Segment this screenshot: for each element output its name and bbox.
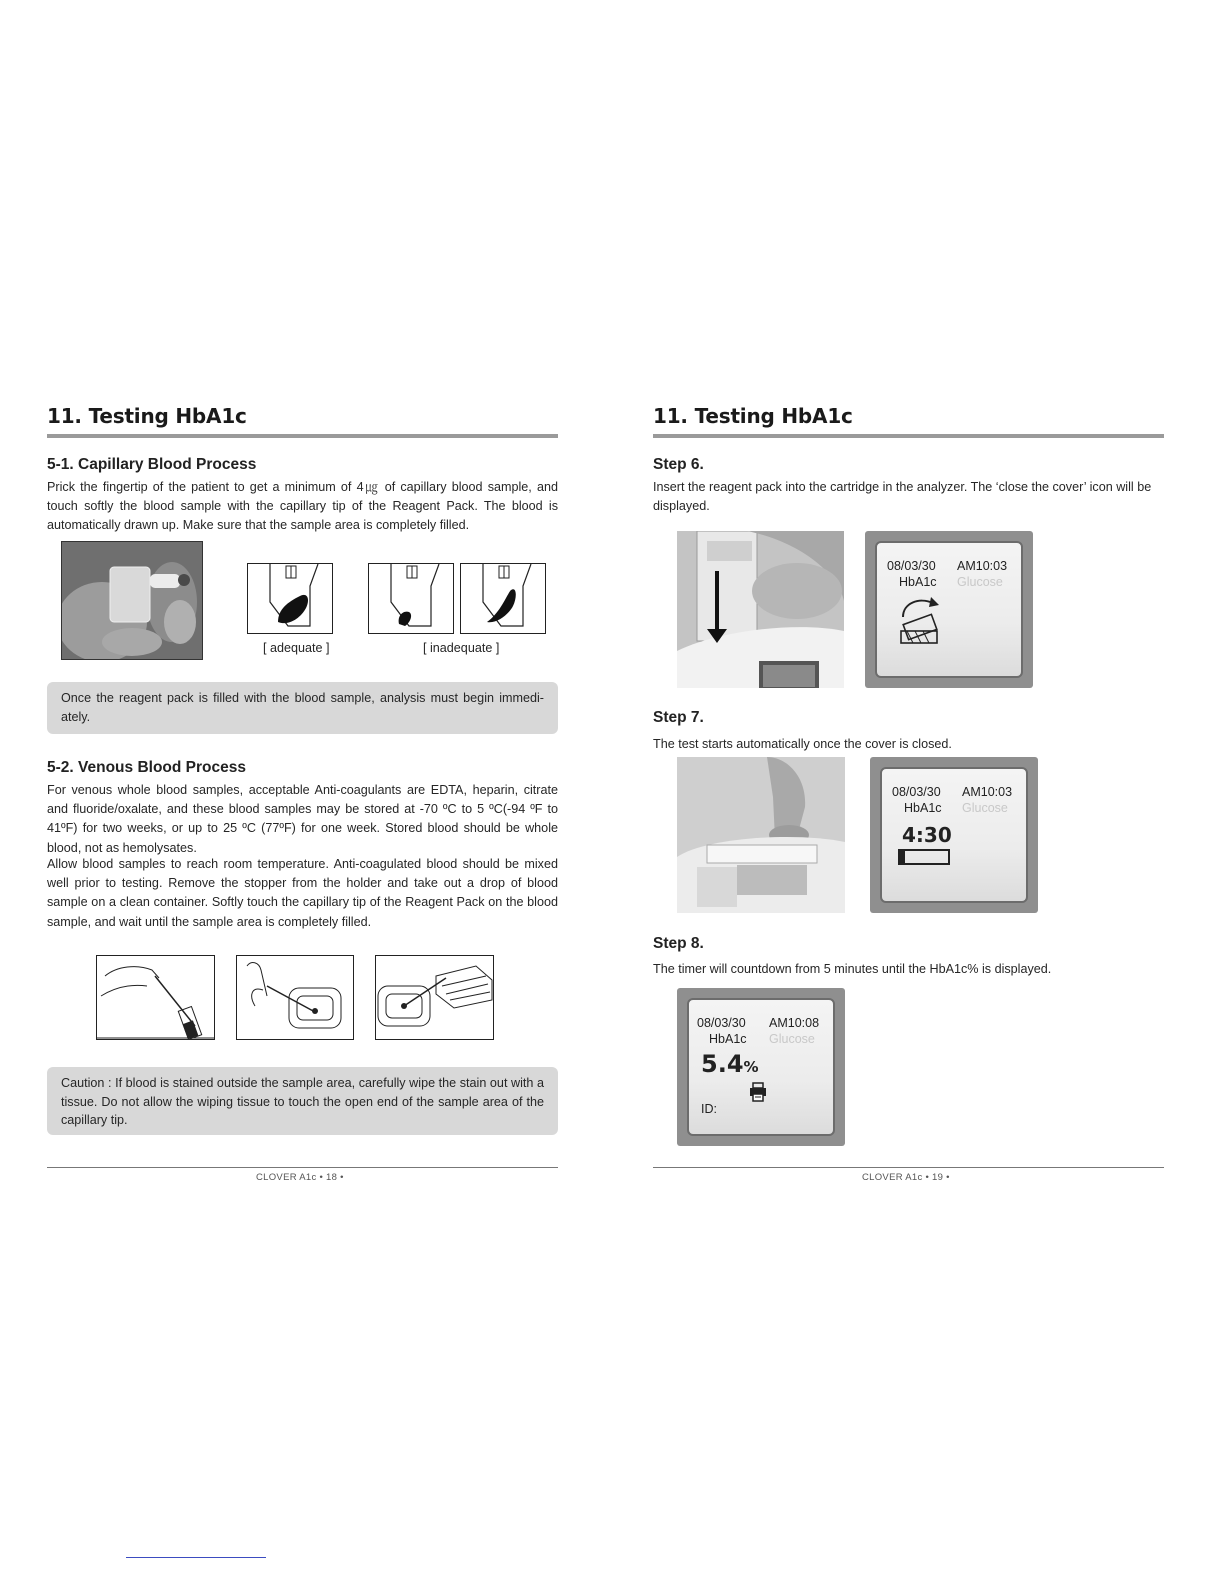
title-rule-left [47,434,558,438]
paragraph-step-6: Insert the reagent pack into the cartridge in the analyzer. The ‘close the cover’ icon will be displayed. [653,480,1152,514]
footer-right: CLOVER A1c • 19 • [862,1172,950,1183]
lcd-result-value: 5.4 [701,1050,744,1078]
footer-rule-right [653,1167,1164,1168]
lcd-date: 08/03/30 [887,559,936,573]
lcd-alt-test: Glucose [962,801,1008,815]
lcd-step-6 [865,531,1033,688]
inadequate-diagram-2 [460,563,546,634]
lcd-step-8 [677,988,845,1146]
heading-capillary: 5-1. Capillary Blood Process [47,456,257,473]
footer-left: CLOVER A1c • 18 • [256,1172,344,1183]
illustration-touching-sample [236,955,354,1040]
paragraph-venous-procedure: Allow blood samples to reach room temperature. Anti-coagulated blood should be mixed well prior to testing. Remove the stopper from the holder and take out a drop of blood sample on a clean container. Softly touch the capillary tip of the Reagent Pack on the blood sample, and wait until the sample area is completely filled. [47,857,558,929]
photo-insert-reagent [677,531,844,688]
inadequate-diagram-1 [368,563,454,634]
lcd-test-type: HbA1c [904,801,942,815]
progress-bar-fill [900,851,905,863]
caution-text: If blood is stained outside the sample area, carefully wipe the stain out with a tissue. Do not allow the wiping tissue to touch the open end of the sample area of the capillary tip. [61,1076,545,1127]
lcd-time: AM10:08 [769,1016,820,1030]
note-begin-analysis: Once the reagent pack is filled with the blood sample, analysis must begin immedi-ately. [47,682,558,734]
title-rule-right [653,434,1164,438]
lcd-id-label: ID: [701,1102,717,1116]
caption-inadequate: [ inadequate ] [423,641,500,655]
printer-icon [749,1082,767,1107]
lcd-test-type: HbA1c [899,575,937,589]
lcd-test-type: HbA1c [709,1032,747,1046]
lcd-screen-step-7 [880,767,1028,903]
lcd-step-7 [870,757,1038,913]
lcd-alt-test: Glucose [769,1032,815,1046]
paragraph-venous-storage: For venous whole blood samples, acceptable Anti-coagulants are EDTA, heparin, citrate and fluoride/oxalate, and these blood samples may be stored at -70 ºC to 5 ºC(-94 ºF to 41ºF) for two weeks, or up to 25 ºC (77ºF) for one week. Stored blood should be whole blood, not as hemolysates. [47,783,558,855]
adequate-diagram [247,563,333,634]
caption-adequate: [ adequate ] [263,641,330,655]
page-title-right: 11. Testing HbA1c [653,404,853,428]
heading-step-8: Step 8. [653,935,704,952]
lcd-date: 08/03/30 [697,1016,746,1030]
heading-step-7: Step 7. [653,709,704,726]
footer-rule-left [47,1167,558,1168]
lcd-result [701,1050,759,1078]
illustration-drawing-blood [96,955,215,1040]
right-page [612,0,1224,1584]
lcd-screen-step-6 [875,541,1023,678]
heading-venous: 5-2. Venous Blood Process [47,759,246,776]
photo-close-cover [677,757,845,913]
paragraph-step-7: The test starts automatically once the cover is closed. [653,737,952,751]
paragraph-step-8: The timer will countdown from 5 minutes until the HbA1c% is displayed. [653,962,1052,976]
lcd-countdown-timer: 4:30 [902,823,952,847]
lcd-date: 08/03/30 [892,785,941,799]
link-underline [126,1557,266,1558]
lcd-time: AM10:03 [957,559,1008,573]
caution-label: Caution : [61,1076,112,1090]
progress-bar-icon [898,849,950,865]
page-title-left: 11. Testing HbA1c [47,404,247,428]
note-caution [47,1067,558,1135]
heading-step-6: Step 6. [653,456,704,473]
lcd-result-unit: % [743,1058,759,1076]
paragraph-capillary: Prick the fingertip of the patient to get a minimum of 4㎍ of capillary blood sample, and touch softly the blood sample with the capillary tip of the Reagent Pack. The blood is automatically drawn up. Make sure that the sample area is completely filled. [47,480,558,533]
fingertip-photo [61,541,203,660]
lcd-time: AM10:03 [962,785,1013,799]
lcd-screen-step-8 [687,998,835,1136]
illustration-reagent-pack [375,955,494,1040]
lcd-alt-test: Glucose [957,575,1003,589]
close-cover-icon [897,595,947,652]
